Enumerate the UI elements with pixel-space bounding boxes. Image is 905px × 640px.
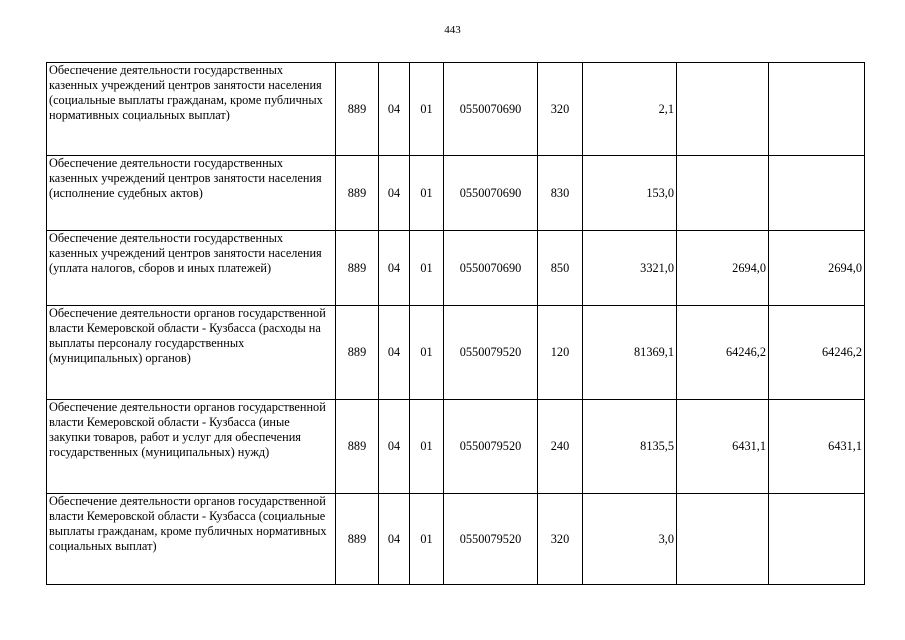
target-article-code: 0550079520 [444, 494, 538, 585]
target-article-code: 0550070690 [444, 231, 538, 306]
amount-year-3: 2694,0 [769, 231, 865, 306]
amount-year-1: 81369,1 [583, 306, 677, 400]
expense-type-code: 240 [538, 400, 583, 494]
amount-year-1: 153,0 [583, 156, 677, 231]
expense-type-code: 830 [538, 156, 583, 231]
target-article-code: 0550070690 [444, 63, 538, 156]
section-code: 04 [379, 400, 410, 494]
target-article-code: 0550070690 [444, 156, 538, 231]
section-code: 04 [379, 494, 410, 585]
row-description: Обеспечение деятельности государственных казенных учреждений центров занятости населения (исполнение судебных актов) [47, 156, 336, 231]
amount-year-1: 2,1 [583, 63, 677, 156]
row-description: Обеспечение деятельности государственных казенных учреждений центров занятости населения (уплата налогов, сборов и иных платежей) [47, 231, 336, 306]
expense-type-code: 850 [538, 231, 583, 306]
amount-year-2 [677, 494, 769, 585]
row-description: Обеспечение деятельности органов государственной власти Кемеровской области - Кузбасса (расходы на выплаты персоналу государственных (муниципальных) органов) [47, 306, 336, 400]
amount-year-1: 3,0 [583, 494, 677, 585]
amount-year-3: 6431,1 [769, 400, 865, 494]
table-body [47, 63, 865, 585]
section-code: 04 [379, 306, 410, 400]
table-row [47, 231, 865, 306]
amount-year-2: 2694,0 [677, 231, 769, 306]
section-code: 04 [379, 63, 410, 156]
subsection-code: 01 [410, 231, 444, 306]
subsection-code: 01 [410, 400, 444, 494]
budget-table [46, 62, 865, 585]
expense-type-code: 320 [538, 63, 583, 156]
expense-type-code: 320 [538, 494, 583, 585]
subsection-code: 01 [410, 156, 444, 231]
row-description: Обеспечение деятельности государственных казенных учреждений центров занятости населения (социальные выплаты гражданам, кроме публичных нормативных социальных выплат) [47, 63, 336, 156]
table-row [47, 63, 865, 156]
amount-year-2 [677, 156, 769, 231]
ministry-code: 889 [336, 156, 379, 231]
amount-year-2: 64246,2 [677, 306, 769, 400]
row-description: Обеспечение деятельности органов государственной власти Кемеровской области - Кузбасса (социальные выплаты гражданам, кроме публичных нормативных социальных выплат) [47, 494, 336, 585]
page-number: 443 [444, 24, 461, 36]
amount-year-3: 64246,2 [769, 306, 865, 400]
amount-year-3 [769, 156, 865, 231]
amount-year-2: 6431,1 [677, 400, 769, 494]
table-row [47, 306, 865, 400]
table-row [47, 400, 865, 494]
section-code: 04 [379, 156, 410, 231]
table-row [47, 494, 865, 585]
ministry-code: 889 [336, 63, 379, 156]
amount-year-2 [677, 63, 769, 156]
ministry-code: 889 [336, 494, 379, 585]
amount-year-3 [769, 494, 865, 585]
subsection-code: 01 [410, 306, 444, 400]
subsection-code: 01 [410, 494, 444, 585]
expense-type-code: 120 [538, 306, 583, 400]
section-code: 04 [379, 231, 410, 306]
row-description: Обеспечение деятельности органов государственной власти Кемеровской области - Кузбасса (иные закупки товаров, работ и услуг для обеспечения государственных (муниципальных) нужд) [47, 400, 336, 494]
target-article-code: 0550079520 [444, 400, 538, 494]
amount-year-3 [769, 63, 865, 156]
target-article-code: 0550079520 [444, 306, 538, 400]
ministry-code: 889 [336, 231, 379, 306]
ministry-code: 889 [336, 306, 379, 400]
table-row [47, 156, 865, 231]
amount-year-1: 3321,0 [583, 231, 677, 306]
ministry-code: 889 [336, 400, 379, 494]
amount-year-1: 8135,5 [583, 400, 677, 494]
subsection-code: 01 [410, 63, 444, 156]
